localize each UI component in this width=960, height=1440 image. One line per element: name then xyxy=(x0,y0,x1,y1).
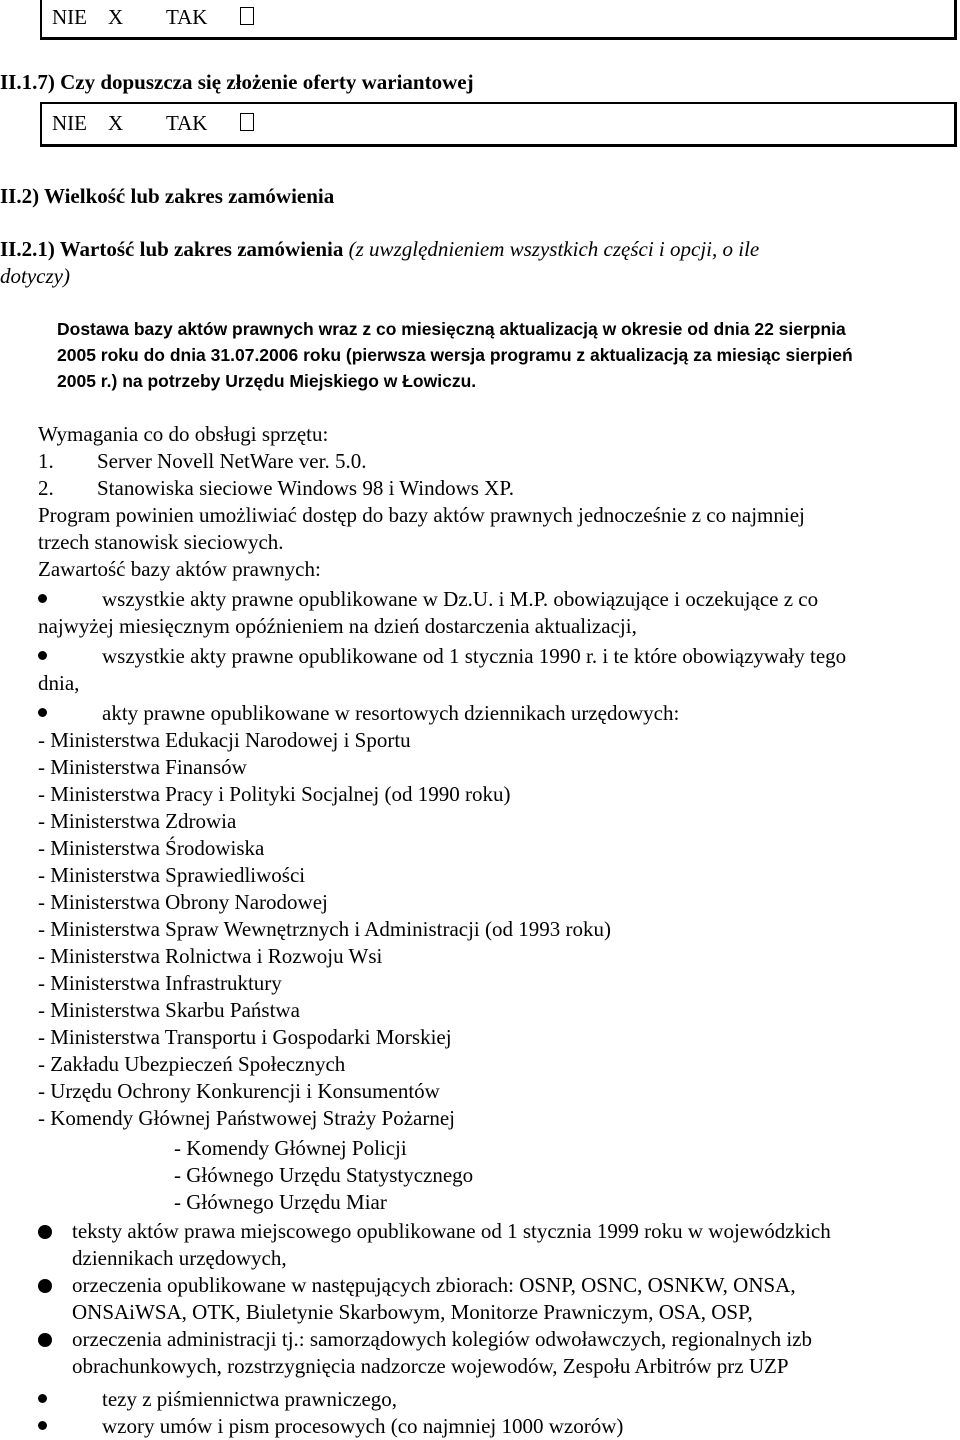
section-heading-2-2-1-note: (z uwzględnieniem wszystkich części i opcji, o ile xyxy=(348,237,760,261)
description-line-3: 2005 r.) na potrzeby Urzędu Miejskiego w Łowiczu. xyxy=(57,371,477,391)
tak-checkbox-icon xyxy=(240,4,254,30)
section-heading-2-2-1 xyxy=(0,236,759,262)
section-heading-2-2-1-bold: II.2.1) Wartość lub zakres zamówienia xyxy=(0,237,344,261)
ministry-item: - Ministerstwa Obrony Narodowej xyxy=(38,890,328,914)
option-nie: NIE xyxy=(52,111,87,135)
description-line-1: Dostawa bazy aktów prawnych wraz z co miesięczną aktualizacją w okresie od dnia 22 sierpnia xyxy=(57,319,846,339)
bullet-icon xyxy=(38,1394,47,1403)
requirement-text-2: Stanowiska sieciowe Windows 98 i Windows XP. xyxy=(97,476,514,500)
ministry-item: - Ministerstwa Skarbu Państwa xyxy=(38,998,300,1022)
option-box-1 xyxy=(40,0,957,40)
option-mark: X xyxy=(108,5,124,29)
option-tak: TAK xyxy=(166,5,208,29)
bullet-icon xyxy=(38,1279,52,1293)
section-heading-2-2-1-note-cont: dotyczy) xyxy=(0,264,70,288)
requirement-num-2: 2. xyxy=(38,476,54,500)
ministry-item: - Ministerstwa Rolnictwa i Rozwoju Wsi xyxy=(38,944,383,968)
content-bullet-1-line-1: wszystkie akty prawne opublikowane w Dz.U. i M.P. obowiązujące i oczekujące z co xyxy=(102,587,819,611)
ministry-item: - Ministerstwa Środowiska xyxy=(38,836,265,860)
sub-ministry-item: - Głównego Urzędu Statystycznego xyxy=(174,1163,474,1187)
content-bullet-3-line-1: akty prawne opublikowane w resortowych dziennikach urzędowych: xyxy=(102,701,680,725)
ministry-item: - Zakładu Ubezpieczeń Społecznych xyxy=(38,1052,346,1076)
bullet-icon xyxy=(38,594,47,603)
content-bullet-2-line-1: wszystkie akty prawne opublikowane od 1 stycznia 1990 r. i te które obowiązywały tego xyxy=(102,644,847,668)
bullet-icon xyxy=(38,651,47,660)
tak-checkbox-icon xyxy=(240,110,254,136)
content-bullet-4-line-1: teksty aktów prawa miejscowego opublikowane od 1 stycznia 1999 roku w wojewódzkich xyxy=(72,1219,831,1243)
ministry-item: - Ministerstwa Edukacji Narodowej i Sportu xyxy=(38,728,411,752)
ministry-item: - Ministerstwa Finansów xyxy=(38,755,247,779)
section-heading-2-2: II.2) Wielkość lub zakres zamówienia xyxy=(0,184,335,208)
ministry-item: - Ministerstwa Infrastruktury xyxy=(38,971,282,995)
content-bullet-7-line-1: tezy z piśmiennictwa prawniczego, xyxy=(102,1387,398,1411)
bullet-icon xyxy=(38,1333,52,1347)
program-line-1: Program powinien umożliwiać dostęp do bazy aktów prawnych jednocześnie z co najmniej xyxy=(38,503,805,527)
ministry-item: - Ministerstwa Transportu i Gospodarki Morskiej xyxy=(38,1025,452,1049)
description-line-2: 2005 roku do dnia 31.07.2006 roku (pierwsza wersja programu z aktualizacją za miesiąc sierpień xyxy=(57,345,853,365)
content-bullet-6-line-2: obrachunkowych, rozstrzygnięcia nadzorcze wojewodów, Zespołu Arbitrów prz UZP xyxy=(72,1354,789,1378)
content-heading: Zawartość bazy aktów prawnych: xyxy=(38,557,321,581)
content-bullet-6-line-1: orzeczenia administracji tj.: samorządowych kolegiów odwoławczych, regionalnych izb xyxy=(72,1327,812,1351)
content-bullet-2-line-2: dnia, xyxy=(38,671,80,695)
requirements-heading: Wymagania co do obsługi sprzętu: xyxy=(38,422,329,446)
option-box-2 xyxy=(40,102,957,147)
program-line-2: trzech stanowisk sieciowych. xyxy=(38,530,284,554)
sub-ministry-item: - Głównego Urzędu Miar xyxy=(174,1190,387,1214)
bullet-icon xyxy=(38,1421,47,1430)
requirement-num-1: 1. xyxy=(38,449,54,473)
content-bullet-5-line-2: ONSAiWSA, OTK, Biuletynie Skarbowym, Monitorze Prawniczym, OSA, OSP, xyxy=(72,1300,753,1324)
content-bullet-8-line-1: wzory umów i pism procesowych (co najmniej 1000 wzorów) xyxy=(102,1414,624,1438)
content-bullet-4-line-2: dziennikach urzędowych, xyxy=(72,1246,287,1270)
content-bullet-1-line-2: najwyżej miesięcznym opóźnieniem na dzień dostarczenia aktualizacji, xyxy=(38,614,637,638)
ministry-item: - Ministerstwa Sprawiedliwości xyxy=(38,863,306,887)
sub-ministry-item: - Komendy Głównej Policji xyxy=(174,1136,407,1160)
content-bullet-5-line-1: orzeczenia opublikowane w następujących zbiorach: OSNP, OSNC, OSNKW, ONSA, xyxy=(72,1273,796,1297)
requirement-text-1: Server Novell NetWare ver. 5.0. xyxy=(97,449,367,473)
ministry-item: - Komendy Głównej Państwowej Straży Pożarnej xyxy=(38,1106,455,1130)
ministry-item: - Ministerstwa Spraw Wewnętrznych i Administracji (od 1993 roku) xyxy=(38,917,611,941)
ministry-item: - Ministerstwa Zdrowia xyxy=(38,809,237,833)
option-tak: TAK xyxy=(166,111,208,135)
ministry-item: - Ministerstwa Pracy i Polityki Socjalnej (od 1990 roku) xyxy=(38,782,511,806)
bullet-icon xyxy=(38,708,47,717)
option-nie: NIE xyxy=(52,5,87,29)
ministry-item: - Urzędu Ochrony Konkurencji i Konsumentów xyxy=(38,1079,440,1103)
bullet-icon xyxy=(38,1225,52,1239)
section-heading-2-1-7: II.1.7) Czy dopuszcza się złożenie oferty wariantowej xyxy=(0,70,474,94)
option-mark: X xyxy=(108,111,124,135)
